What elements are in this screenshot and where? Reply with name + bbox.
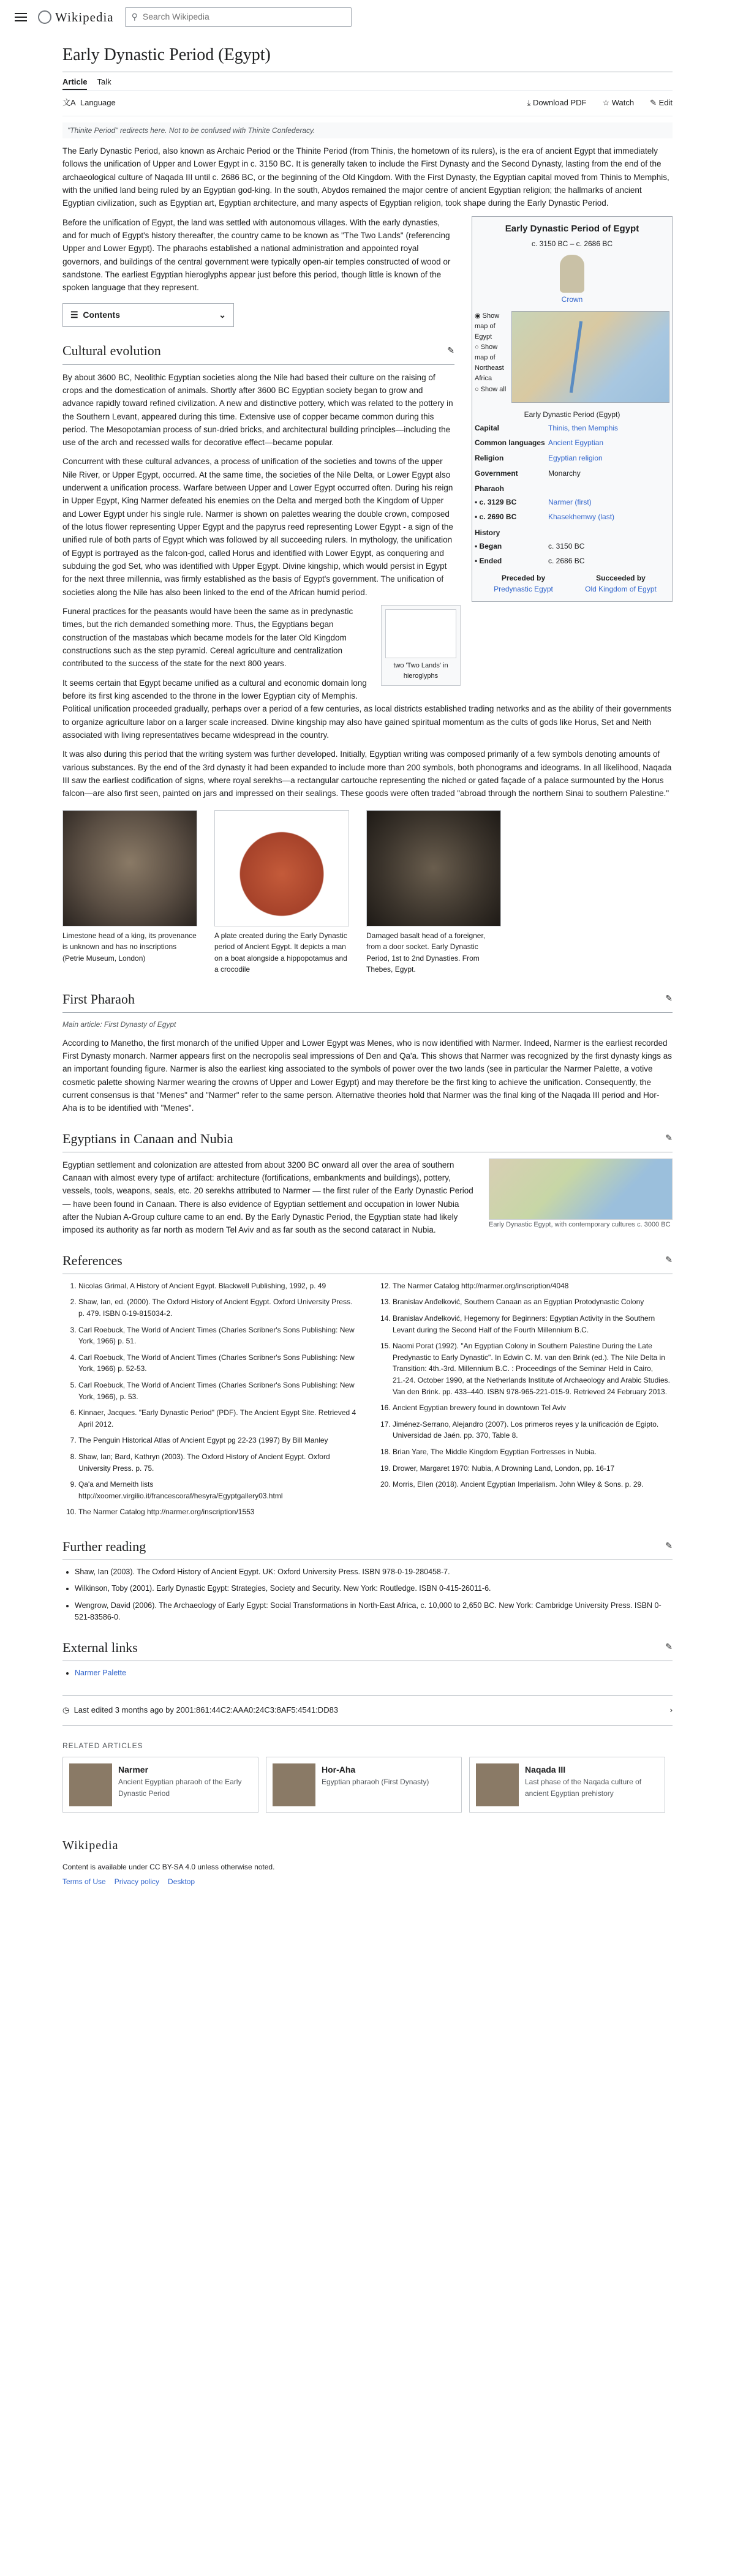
row-key: • Ended	[475, 557, 502, 566]
edit-icon[interactable]: ✎	[665, 1255, 673, 1265]
infobox-row	[475, 421, 669, 436]
row-key: • c. 2690 BC	[475, 513, 517, 522]
map-caption: Early Dynastic Period (Egypt)	[524, 410, 620, 419]
infobox	[472, 216, 673, 602]
reference-item: 13. Branislav Anđelković, Southern Canaan as an Egyptian Protodynastic Colony	[393, 1296, 673, 1308]
menu-icon[interactable]	[15, 13, 27, 21]
related-title: Narmer	[118, 1764, 149, 1774]
related-title: Naqada III	[525, 1764, 566, 1774]
gallery-item	[366, 810, 501, 975]
map-option-label: Show map of Northeast Africa	[475, 344, 504, 383]
last-edited-bar[interactable]	[62, 1695, 673, 1725]
section-heading-cultural	[62, 340, 454, 364]
language-button[interactable]: 文A Language	[62, 98, 116, 108]
desktop-link[interactable]: Desktop	[168, 1877, 195, 1887]
reference-item: 15. Naomi Porat (1992). "An Egyptian Colony in Southern Palestine During the Late Predynastic to Early Dynastic". In Edwin C. M. van den Brink (ed.). The Nile Delta in Transition: 4th.-3rd. Millennium B.C. : Proceedings of the Seminar Held in Cairo, 21.-24. October 1990, at the Netherlands Institute of Archaeology and Arabic Studies. Van den Brink. pp. 433–440. ISBN 978-965-221-015-9. Retrieved 24 February 2013.	[393, 1340, 673, 1397]
infobox-title: Early Dynastic Period of Egypt	[505, 223, 639, 234]
section-title: First Pharaoh	[62, 991, 135, 1007]
gallery-image[interactable]	[366, 810, 501, 926]
section-paragraph: Concurrent with these cultural advances, a process of unification of the societies and towns of the upper Nile River, or Upper Egypt, occurred. At the same time, the societies of the Nile Delta, or Lower Egypt also underwent a unification process. Warfare between Upper and Lower Egypt occurred often. During his reign in Upper Egypt, King Narmer defeated his enemies on the Delta and merged both the Kingdom of Upper and Lower Egypt under his single rule. Narmer is shown on palettes wearing the double crown, composed of the lotus flower representing Upper Egypt and the papyrus reed representing Lower Egypt - a sign of the unified rule of both parts of Egypt which was followed by all succeeding rulers. In mythology, the unification of Egypt is portrayed as the falcon-god, called Horus and identified with Lower Egypt, as conquering and subduing the god Set, who was identified with Upper Egypt. Divine kingship, which would persist in Egypt for the next three millennia, was firmly established as the basis of Egypt's government. The unification of societies along the Nile has also been linked to the end of the African humid period.	[62, 457, 453, 597]
tab-article[interactable]: Article	[62, 76, 87, 90]
section-heading-canaan	[62, 1128, 673, 1152]
section-title: External links	[62, 1639, 138, 1655]
infobox-dates: c. 3150 BC – c. 2686 BC	[531, 239, 613, 249]
reference-item: 20. Morris, Ellen (2018). Ancient Egyptian Imperialism. John Wiley & Sons. p. 29.	[393, 1479, 673, 1490]
edit-icon[interactable]: ✎	[665, 1642, 673, 1652]
succeeded-link[interactable]: Old Kingdom of Egypt	[585, 585, 657, 594]
chevron-down-icon: ⌄	[219, 309, 226, 320]
history-heading: History	[475, 528, 500, 537]
related-card[interactable]	[469, 1757, 665, 1813]
section-paragraph: It was also during this period that the writing system was further developed. Initially, Egyptian writing was composed primarily of a few symbols denoting amounts of various substances. By the end of the 3rd dynasty it had been expanded to include more than 200 symbols, both phonograms and ideograms. In all likelihood, Naqada III saw the earliest codification of signs, where royal serekhs—a rectangular cartouche representing the niched or gated façade of a palace surmounted by the Horus falcon—are also first seen, painted on jars and impressed on their sealings. These goods were often traded "abroad through the northern Sinai to southern Palestine."	[62, 749, 672, 798]
row-key: Government	[475, 468, 518, 478]
reference-item: 3. Carl Roebuck, The World of Ancient Times (Charles Scribner's Sons Publishing: New York, 1966) p. 51.	[78, 1324, 358, 1347]
watch-button[interactable]: ☆ Watch	[602, 98, 635, 108]
related-label: RELATED ARTICLES	[62, 1741, 143, 1751]
intro-paragraph: Before the unification of Egypt, the land was settled with autonomous villages. With the early dynasties, and for much of Egypt's history thereafter, the country came to be known as "The Two Lands" (referencing Upper and Lower Egypt). The pharaohs established a national administration and appointed royal governors, and buildings of the central government were typically open-air temples constructed of wood or sandstone. The earliest Egyptian hieroglyphs appear just before this period, though little is known of the spoken language that they represent.	[62, 217, 451, 293]
reference-item: 9. Qa'a and Merneith lists http://xoomer.virgilio.it/francescoraf/hesyra/Egyptgallery03.html	[78, 1479, 358, 1501]
pharaoh-heading: Pharaoh	[475, 484, 505, 494]
row-value[interactable]: Narmer (first)	[548, 497, 592, 506]
section-title: Cultural evolution	[62, 343, 161, 359]
succeeded-label: Succeeded by	[596, 573, 646, 582]
canaan-map-image[interactable]	[489, 1158, 673, 1220]
reference-item: 1. Nicolas Grimal, A History of Ancient Egypt. Blackwell Publishing, 1992, p. 49	[78, 1280, 358, 1292]
related-text	[525, 1763, 658, 1806]
external-link-item[interactable]	[75, 1667, 673, 1679]
gallery-item	[214, 810, 349, 975]
crown-image[interactable]	[560, 255, 584, 293]
map-options	[475, 311, 509, 403]
reference-item: 17. Jiménez-Serrano, Alejandro (2007). Los primeros reyes y la unificación de Egipto. Universidad de Jaén. pp. 370, Table 8.	[393, 1419, 673, 1441]
download-pdf-button[interactable]: ⤓ Download PDF	[527, 98, 587, 108]
hieroglyph-image[interactable]	[385, 609, 456, 658]
search-box[interactable]	[125, 7, 352, 27]
map-option-all[interactable]: ○ Show all	[475, 385, 507, 393]
reference-item: 19. Drower, Margaret 1970: Nubia, A Drowning Land, London, pp. 16-17	[393, 1463, 673, 1474]
infobox-row	[475, 451, 669, 466]
related-thumbnail	[273, 1763, 315, 1806]
search-icon: ⚲	[131, 12, 138, 22]
row-key: Religion	[475, 453, 504, 462]
further-reading-list	[62, 1566, 673, 1624]
canaan-caption: Early Dynastic Egypt, with contemporary cultures c. 3000 BC	[489, 1220, 671, 1228]
globe-icon	[38, 10, 51, 24]
gallery-caption: Limestone head of a king, its provenance is unknown and has no inscriptions (Petrie Museum, London)	[62, 931, 197, 963]
reference-item: 2. Shaw, Ian, ed. (2000). The Oxford History of Ancient Egypt. Oxford University Press. p. 479. ISBN 0-19-815034-2.	[78, 1296, 358, 1319]
reference-item: 18. Brian Yare, The Middle Kingdom Egyptian Fortresses in Nubia.	[393, 1446, 673, 1458]
page-toolbar	[62, 91, 673, 116]
row-key: Capital	[475, 423, 500, 432]
related-text	[118, 1763, 252, 1806]
row-value[interactable]: Egyptian religion	[548, 453, 603, 462]
related-title: Hor-Aha	[322, 1764, 356, 1774]
related-articles	[0, 1725, 735, 1824]
crown-caption	[475, 294, 669, 306]
row-value: c. 3150 BC	[548, 541, 585, 550]
edit-button[interactable]: ✎ Edit	[650, 98, 673, 108]
crown-link[interactable]: Crown	[561, 295, 583, 304]
wikipedia-logo[interactable]	[38, 7, 114, 28]
last-edited-text: Last edited 3 months ago by 2001:861:44C2:AAA0:24C3:8AF5:4541:DD83	[74, 1705, 339, 1715]
row-value[interactable]: Ancient Egyptian	[548, 438, 604, 448]
infobox-row	[475, 435, 669, 451]
reference-item: 14. Branislav Anđelković, Hegemony for Beginners: Egyptian Activity in the Southern Levant during the Second Half of the Fourth Millennium B.C.	[393, 1313, 673, 1335]
toc-toggle[interactable]	[62, 303, 234, 328]
footer-links	[62, 1876, 673, 1888]
gallery-image[interactable]	[62, 810, 197, 926]
reference-item: 10. The Narmer Catalog http://narmer.org/inscription/1553	[78, 1506, 358, 1518]
reference-item: 12. The Narmer Catalog http://narmer.org/inscription/4048	[393, 1280, 673, 1292]
related-cards	[62, 1757, 673, 1813]
section-paragraph: It seems certain that Egypt became unified as a cultural and economic domain long before its first king ascended to the throne in the lower Egyptian city of Memphis. Political unification proceeded gradually, perhaps over a period of a few centuries, as local districts established trading networks and as the ability of their governments to organize agriculture labor on a larger scale increased. Divine kingship may also have gained spiritual momentum as the cults of gods like Horus, Set and Neith associated with living representatives became widespread in the country.	[62, 678, 672, 740]
gallery-caption: Damaged basalt head of a foreigner, from a door socket. Early Dynastic Period, 1st to 2nd Dynasties. From Thebes, Egypt.	[366, 931, 486, 974]
map-option-label: Show all	[480, 385, 507, 393]
row-value[interactable]: Khasekhemwy (last)	[548, 513, 615, 522]
terms-link[interactable]: Terms of Use	[62, 1877, 106, 1887]
reference-item: 7. The Penguin Historical Atlas of Ancient Egypt pg 22-23 (1997) By Bill Manley	[78, 1435, 358, 1446]
toc-label: Contents	[83, 309, 121, 320]
row-key: Common languages	[475, 438, 545, 448]
section-heading-references	[62, 1250, 673, 1274]
page-title: Early Dynastic Period (Egypt)	[62, 34, 673, 72]
namespace-tabs	[62, 72, 673, 91]
preceded-link[interactable]: Predynastic Egypt	[494, 585, 553, 594]
section-paragraph: Egyptian settlement and colonization are attested from about 3200 BC onward all over the area of southern Canaan with almost every type of artifact: architecture (fortifications, embankments and buildings), pottery, vessels, tools, weapons, seals, etc. 20 serekhs attributed to Narmer — the first ruler of the Early Dynastic Period — have been found in Canaan. There is also evidence of Egyptian settlement and occupation in lower Nubia after the Nubian A-Group culture came to an end. By the Early Dynastic Period, the Egyptian state had likely imposed its authority as far north as modern Tel Aviv and as far south as the second cataract in Nubia.	[62, 1160, 473, 1235]
watch-label: Watch	[611, 98, 635, 108]
map-option-egypt[interactable]: ◉ Show map of Egypt	[475, 312, 500, 341]
external-link[interactable]: Narmer Palette	[75, 1668, 127, 1677]
edit-icon[interactable]: ✎	[665, 1133, 673, 1143]
footer	[0, 1824, 735, 1906]
map-option-label: Show map of Egypt	[475, 312, 500, 341]
canaan-figure	[489, 1158, 673, 1230]
reference-column-left	[62, 1280, 358, 1523]
section-title: References	[62, 1252, 123, 1268]
download-label: Download PDF	[533, 98, 587, 108]
search-input[interactable]	[143, 10, 345, 24]
hieroglyph-figure	[381, 605, 461, 686]
further-reading-item: • Wengrow, David (2006). The Archaeology of Early Egypt: Social Transformations in North-East Africa, c. 10,000 to 2,650 BC. New York: Cambridge University Press. ISBN 0-521-83586-0.	[75, 1600, 673, 1624]
license-text: Content is available under CC BY-SA 4.0 unless otherwise noted.	[62, 1862, 275, 1871]
section-heading-further	[62, 1536, 673, 1560]
related-card[interactable]	[62, 1757, 258, 1813]
infobox-row	[475, 554, 669, 569]
reference-item: 5. Carl Roebuck, The World of Ancient Times (Charles Scribner's Sons Publishing: New York, 1966), p. 53.	[78, 1380, 358, 1402]
language-label: Language	[80, 98, 116, 108]
reference-list	[62, 1280, 673, 1523]
infobox-map	[475, 311, 669, 403]
further-reading-item: • Wilkinson, Toby (2001). Early Dynastic Egypt: Strategies, Society and Security. New York: Routledge. ISBN 0-415-26011-6.	[75, 1583, 673, 1594]
row-key: • Began	[475, 541, 502, 550]
map-image[interactable]	[511, 311, 669, 403]
row-value: Monarchy	[548, 468, 581, 478]
reference-item: 6. Kinnaer, Jacques. "Early Dynastic Period" (PDF). The Ancient Egypt Site. Retrieved 4 April 2012.	[78, 1407, 358, 1430]
image-gallery	[62, 810, 673, 975]
row-key: • c. 3129 BC	[475, 497, 517, 506]
further-reading-item: • Shaw, Ian (2003). The Oxford History of Ancient Egypt. UK: Oxford University Press. ISBN 978-0-19-280458-7.	[75, 1566, 673, 1578]
gallery-caption: A plate created during the Early Dynastic period of Ancient Egypt. It depicts a man on a boat alongside a hippopotamus and a crocodile	[214, 931, 347, 974]
related-description: Ancient Egyptian pharaoh of the Early Dynastic Period	[118, 1778, 242, 1798]
privacy-link[interactable]: Privacy policy	[114, 1877, 160, 1887]
reference-item: 16. Ancient Egyptian brewery found in downtown Tel Aviv	[393, 1402, 673, 1414]
intro-paragraph: The Early Dynastic Period, also known as Archaic Period or the Thinite Period (from Thinis, the hometown of its rulers), is the era of ancient Egypt that immediately follows the unification of Upper and Lower Egypt in c. 3150 BC. It is generally taken to include the First Dynasty and the Second Dynasty, lasting from the end of the archaeological culture of Naqada III until c. 2686 BC, or the beginning of the Old Kingdom. With the First Dynasty, the Egyptian capital moved from Thinis to Memphis, with the unified land being ruled by an Egyptian god-king. In the south, Abydos remained the major centre of ancient Egyptian religion; the hallmarks of ancient Egyptian civilization, such as Egyptian art, Egyptian architecture, and many aspects of Egyptian religion, took shape during the Early Dynastic Period.	[62, 146, 669, 208]
related-description: Egyptian pharaoh (First Dynasty)	[322, 1778, 429, 1787]
reference-item: 8. Shaw, Ian; Bard, Kathryn (2003). The Oxford History of Ancient Egypt. Oxford University Press. p. 75.	[78, 1451, 358, 1474]
edit-label: Edit	[658, 98, 673, 108]
section-paragraph: According to Manetho, the first monarch of the unified Upper and Lower Egypt was Menes, who is now identified with Narmer. Indeed, Narmer is the earliest recorded First Dynasty monarch. Narmer appears first on the necropolis seal impressions of Den and Qa'a. This shows that Narmer was recognized by the first dynasty kings as an important founding figure. Narmer is also the earliest king associated to the symbols of power over the two lands (see in particular the Narmer Palette, a votive cosmetic palette showing Narmer wearing the crowns of Upper and Lower Egypt) and may therefore be the first king to achieve the unification. Consequently, the current consensus is that "Menes" and "Narmer" refer to the same person. Alternative theories hold that Narmer was the final king of the Naqada III period and Hor-Aha is to be identified with "Menes".	[62, 1038, 672, 1113]
map-option-africa[interactable]: ○ Show map of Northeast Africa	[475, 344, 504, 383]
related-description: Last phase of the Naqada culture of ancient Egyptian prehistory	[525, 1778, 642, 1798]
succession	[475, 569, 669, 599]
reference-item: 4. Carl Roebuck, The World of Ancient Times (Charles Scribner's Sons Publishing: New York, 1966) p. 52-53.	[78, 1352, 358, 1375]
reference-column-right	[377, 1280, 673, 1523]
section-heading-pharaoh	[62, 989, 673, 1013]
infobox-row	[475, 495, 669, 510]
infobox-row	[475, 539, 669, 554]
infobox-row	[475, 509, 669, 525]
header	[0, 0, 735, 34]
related-thumbnail	[476, 1763, 519, 1806]
toc-icon: ☰ Contents	[70, 309, 121, 320]
gallery-image[interactable]	[214, 810, 349, 926]
external-links-list	[62, 1667, 673, 1679]
hatnote: "Thinite Period" redirects here. Not to be confused with Thinite Confederacy.	[62, 122, 673, 139]
row-value: c. 2686 BC	[548, 557, 585, 566]
preceded-label: Preceded by	[501, 573, 546, 582]
section-paragraph: Funeral practices for the peasants would have been the same as in predynastic times, but the rich demanded something more. Thus, the Egyptians began construction of the mastabas which became models for the later Old Kingdom constructions such as the step pyramid. Cereal agriculture and centralization contributed to the success of the state for the next 800 years.	[62, 607, 353, 669]
chevron-right-icon: ›	[669, 1705, 673, 1715]
history-icon: ◷ Last edited 3 months ago by 2001:861:44C2:AAA0:24C3:8AF5:4541:DD83	[62, 1705, 339, 1715]
hieroglyph-caption: two 'Two Lands' in hieroglyphs	[393, 662, 448, 680]
infobox-row	[475, 466, 669, 481]
wordmark: Wikipedia	[55, 9, 114, 24]
gallery-item	[62, 810, 197, 975]
edit-icon[interactable]: ✎	[665, 994, 673, 1004]
related-thumbnail	[69, 1763, 112, 1806]
section-title: Egyptians in Canaan and Nubia	[62, 1130, 233, 1146]
section-title: Further reading	[62, 1538, 146, 1554]
edit-icon[interactable]: ✎	[665, 1542, 673, 1552]
section-paragraph: By about 3600 BC, Neolithic Egyptian societies along the Nile had based their culture on the raising of crops and the domestication of animals. Shortly after 3600 BC Egyptian society began to grow and advance rapidly toward refined civilization. A new and distinctive pottery, which was related to the pottery in the Southern Levant, appeared during this time. Extensive use of copper became common during this period. The Mesopotamian process of sun-dried bricks, and architectural building principles—including the use of the arch and recessed walls for decorative effect—became popular.	[62, 372, 453, 448]
related-text	[322, 1763, 429, 1806]
nile-river	[570, 321, 582, 393]
footer-wordmark: Wikipedia	[62, 1838, 119, 1852]
row-value[interactable]: Thinis, then Memphis	[548, 423, 619, 432]
main-article-note: Main article: First Dynasty of Egypt	[62, 1020, 176, 1029]
edit-icon[interactable]: ✎	[447, 346, 454, 356]
related-card[interactable]	[266, 1757, 462, 1813]
tab-talk[interactable]: Talk	[97, 77, 111, 87]
section-heading-external	[62, 1637, 673, 1661]
